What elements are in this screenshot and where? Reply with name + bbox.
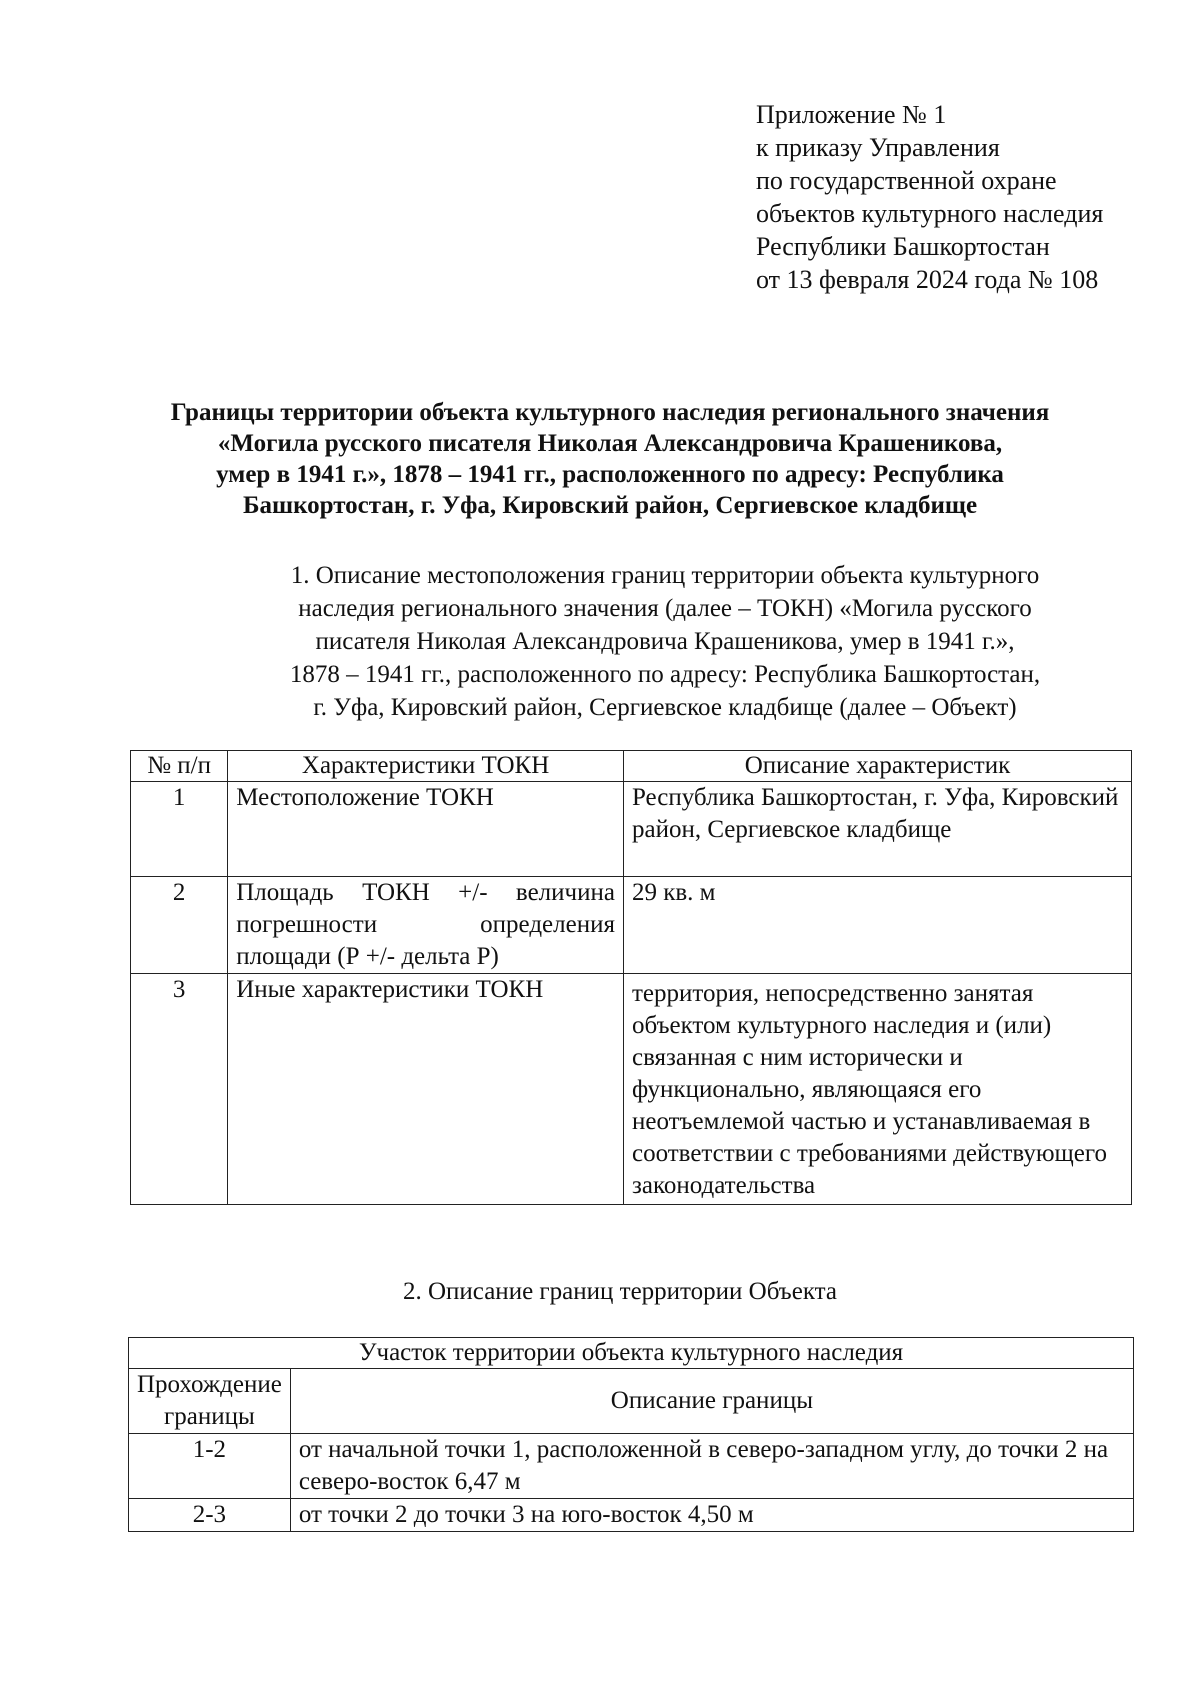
table-row <box>131 974 1132 1205</box>
section-2-heading: 2. Описание границ территории Объекта <box>403 1278 837 1305</box>
row-number: 1 <box>131 782 228 877</box>
appendix-line: объектов культурного наследия <box>756 199 1104 228</box>
appendix-header <box>756 98 1103 296</box>
boundary-table <box>128 1337 1134 1532</box>
row-description: 29 кв. м <box>623 877 1131 974</box>
table-row <box>129 1499 1134 1532</box>
row-description: от начальной точки 1, расположенной в северо-западном углу, до точки 2 на северо-восток 6,47 м <box>290 1434 1133 1499</box>
row-description: от точки 2 до точки 3 на юго-восток 4,50 м <box>290 1499 1133 1532</box>
span-header: Участок территории объекта культурного наследия <box>129 1338 1134 1369</box>
appendix-line: от 13 февраля 2024 года № 108 <box>756 265 1099 294</box>
section-1-heading <box>200 559 1130 724</box>
document-title <box>120 397 1100 521</box>
row-passage: 1-2 <box>129 1434 291 1499</box>
row-description: территория, непосредственно занятая объектом культурного наследия и (или) связанная с ним исторически и функционально, являющаяся его неотъемлемой частью и устанавливаемая в соответствии с требованиями действующего законодательства <box>623 974 1131 1205</box>
title-line: умер в 1941 г.», 1878 – 1941 гг., расположенного по адресу: Республика <box>216 461 1004 488</box>
row-number: 2 <box>131 877 228 974</box>
section-1-line: 1. Описание местоположения границ территории объекта культурного <box>290 562 1040 589</box>
table-row <box>131 877 1132 974</box>
title-line: Башкортостан, г. Уфа, Кировский район, Сергиевское кладбище <box>242 492 978 519</box>
appendix-line: Республики Башкортостан <box>756 232 1050 261</box>
title-line: Границы территории объекта культурного наследия регионального значения <box>170 399 1050 426</box>
appendix-line: Приложение № 1 <box>756 100 947 129</box>
column-header-description: Описание границы <box>290 1369 1133 1434</box>
column-header-description: Описание характеристик <box>623 751 1131 782</box>
row-characteristic: Иные характеристики ТОКН <box>228 974 624 1205</box>
appendix-line: по государственной охране <box>756 166 1057 195</box>
column-header-passage: Прохождение границы <box>129 1369 291 1434</box>
table-header-row <box>131 751 1132 782</box>
title-line: «Могила русского писателя Николая Александровича Крашеникова, <box>217 430 1003 457</box>
section-1-line: наследия регионального значения (далее – ТОКН) «Могила русского <box>298 595 1032 622</box>
table-header-row <box>129 1369 1134 1434</box>
row-number: 3 <box>131 974 228 1205</box>
table-row <box>131 782 1132 877</box>
appendix-line: к приказу Управления <box>756 133 1000 162</box>
section-1-line: г. Уфа, Кировский район, Сергиевское кладбище (далее – Объект) <box>313 694 1017 721</box>
row-description: Республика Башкортостан, г. Уфа, Кировский район, Сергиевское кладбище <box>623 782 1131 877</box>
row-passage: 2-3 <box>129 1499 291 1532</box>
row-characteristic: Местоположение ТОКН <box>228 782 624 877</box>
section-1-line: 1878 – 1941 гг., расположенного по адресу: Республика Башкортостан, <box>289 661 1041 688</box>
table-span-header-row <box>129 1338 1134 1369</box>
column-header-number: № п/п <box>131 751 228 782</box>
table-row <box>129 1434 1134 1499</box>
section-1-line: писателя Николая Александровича Крашеникова, умер в 1941 г.», <box>315 628 1015 655</box>
row-characteristic: Площадь ТОКН +/- величина погрешности определения площади (Р +/- дельта Р) <box>228 877 624 974</box>
characteristics-table <box>130 750 1132 1205</box>
column-header-characteristic: Характеристики ТОКН <box>228 751 624 782</box>
